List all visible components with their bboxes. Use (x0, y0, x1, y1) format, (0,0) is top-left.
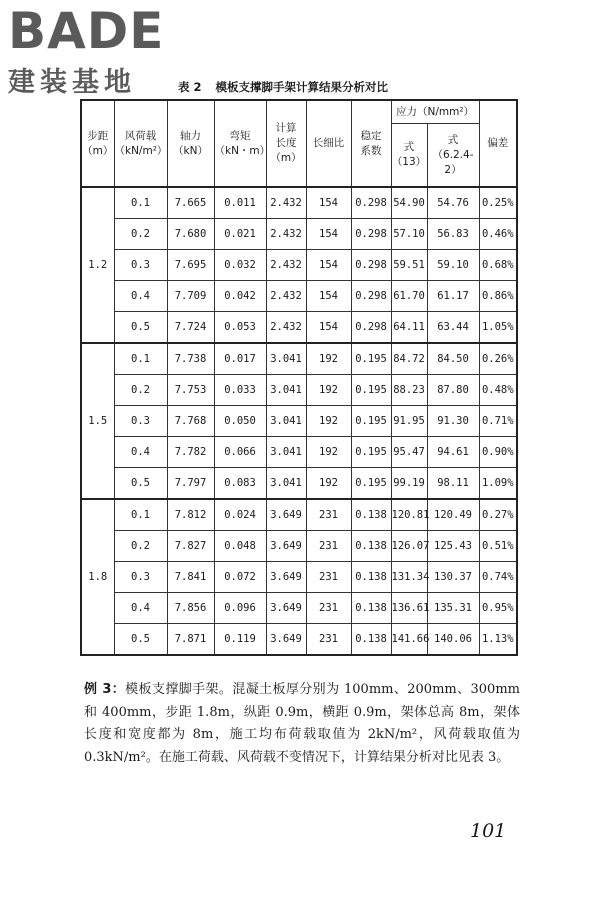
table-cell: 0.195 (351, 343, 391, 375)
table-cell: 99.19 (391, 468, 427, 500)
table-cell: 7.827 (167, 531, 214, 562)
table-cell: 0.072 (214, 562, 266, 593)
table-cell: 7.841 (167, 562, 214, 593)
table-cell: 154 (306, 312, 351, 344)
table-cell: 3.649 (266, 593, 306, 624)
table-cell: 126.07 (391, 531, 427, 562)
table-cell: 0.4 (114, 593, 167, 624)
table-cell: 61.70 (391, 281, 427, 312)
table-cell: 0.5 (114, 468, 167, 500)
table-cell: 0.048 (214, 531, 266, 562)
table-cell: 0.033 (214, 375, 266, 406)
table-row (81, 468, 517, 500)
table-cell: 3.041 (266, 468, 306, 500)
table-cell: 0.25% (479, 187, 517, 219)
header-slenderness: 长细比 (306, 100, 351, 187)
table-row (81, 531, 517, 562)
table-cell: 3.041 (266, 375, 306, 406)
table-cell: 7.768 (167, 406, 214, 437)
table-cell: 154 (306, 187, 351, 219)
table-cell: 0.27% (479, 499, 517, 531)
table-cell: 7.753 (167, 375, 214, 406)
table-cell: 140.06 (427, 624, 479, 656)
table-cell: 7.812 (167, 499, 214, 531)
table-cell: 231 (306, 593, 351, 624)
example-paragraph (84, 679, 520, 769)
table-cell: 0.95% (479, 593, 517, 624)
table-cell: 2.432 (266, 187, 306, 219)
table-cell: 59.10 (427, 250, 479, 281)
table-cell: 231 (306, 624, 351, 656)
table-cell: 0.86% (479, 281, 517, 312)
table-cell: 2.432 (266, 281, 306, 312)
table-row (81, 375, 517, 406)
table-cell: 87.80 (427, 375, 479, 406)
table-cell: 0.2 (114, 375, 167, 406)
table-cell: 64.11 (391, 312, 427, 344)
table-cell: 131.34 (391, 562, 427, 593)
table-title: 模板支撑脚手架计算结果分析对比 (215, 80, 389, 94)
table-row (81, 343, 517, 375)
table-cell: 0.298 (351, 250, 391, 281)
table-cell: 88.23 (391, 375, 427, 406)
table-cell: 0.011 (214, 187, 266, 219)
header-stability: 稳定 系数 (351, 100, 391, 187)
table-header (81, 100, 517, 187)
table-cell: 0.053 (214, 312, 266, 344)
table-cell: 154 (306, 219, 351, 250)
header-calc-length: 计算 长度 （m） (266, 100, 306, 187)
table-cell: 0.46% (479, 219, 517, 250)
table-cell: 0.51% (479, 531, 517, 562)
brand-logo (8, 2, 178, 98)
table-row (81, 593, 517, 624)
table-cell: 154 (306, 281, 351, 312)
table-cell: 59.51 (391, 250, 427, 281)
table-cell: 57.10 (391, 219, 427, 250)
table-cell: 0.195 (351, 437, 391, 468)
table-cell: 0.5 (114, 624, 167, 656)
table-cell: 136.61 (391, 593, 427, 624)
table-cell: 7.724 (167, 312, 214, 344)
table-cell: 0.138 (351, 531, 391, 562)
table-cell: 3.649 (266, 562, 306, 593)
table-cell: 0.138 (351, 499, 391, 531)
table-cell: 7.665 (167, 187, 214, 219)
table-cell: 0.298 (351, 219, 391, 250)
table-cell: 94.61 (427, 437, 479, 468)
table-cell: 63.44 (427, 312, 479, 344)
table-cell: 0.119 (214, 624, 266, 656)
table-cell: 192 (306, 406, 351, 437)
table-cell: 84.72 (391, 343, 427, 375)
table-cell: 0.138 (351, 562, 391, 593)
table-cell: 91.95 (391, 406, 427, 437)
table-cell: 0.017 (214, 343, 266, 375)
table-cell: 1.13% (479, 624, 517, 656)
table-cell: 0.1 (114, 499, 167, 531)
logo-subtitle: 建装基地 (8, 67, 136, 98)
table-cell: 0.083 (214, 468, 266, 500)
table-cell: 0.90% (479, 437, 517, 468)
table-cell: 120.81 (391, 499, 427, 531)
table-cell: 125.43 (427, 531, 479, 562)
table-cell: 0.5 (114, 312, 167, 344)
table-cell: 130.37 (427, 562, 479, 593)
table-cell: 0.024 (214, 499, 266, 531)
table-row (81, 437, 517, 468)
table-cell: 3.649 (266, 531, 306, 562)
table-row (81, 499, 517, 531)
table-cell: 0.298 (351, 281, 391, 312)
table-cell: 3.041 (266, 406, 306, 437)
header-stress-eq13: 式 （13） (391, 124, 427, 188)
table-row (81, 406, 517, 437)
table-cell: 54.76 (427, 187, 479, 219)
table-cell: 54.90 (391, 187, 427, 219)
table-cell: 0.195 (351, 406, 391, 437)
table-cell: 0.032 (214, 250, 266, 281)
table-row (81, 219, 517, 250)
table-cell: 120.49 (427, 499, 479, 531)
header-moment: 弯矩 （kN・m） (214, 100, 266, 187)
results-table (80, 99, 518, 656)
table-cell: 231 (306, 499, 351, 531)
header-stress: 应力（N/mm²） (391, 100, 479, 124)
table-cell: 231 (306, 562, 351, 593)
header-step: 步距 （m） (81, 100, 114, 187)
table-cell: 0.71% (479, 406, 517, 437)
table-row (81, 281, 517, 312)
table-row (81, 312, 517, 344)
table-cell: 56.83 (427, 219, 479, 250)
table-caption (178, 79, 388, 95)
table-cell: 0.2 (114, 531, 167, 562)
header-axial-force: 轴力 （kN） (167, 100, 214, 187)
table-cell: 0.3 (114, 562, 167, 593)
header-deviation: 偏差 (479, 100, 517, 187)
table-cell: 192 (306, 468, 351, 500)
table-cell: 3.041 (266, 343, 306, 375)
table-cell: 0.48% (479, 375, 517, 406)
table-cell: 0.138 (351, 593, 391, 624)
table-cell: 7.782 (167, 437, 214, 468)
table-cell: 192 (306, 343, 351, 375)
table-cell: 3.649 (266, 624, 306, 656)
table-cell: 0.050 (214, 406, 266, 437)
table-cell: 0.3 (114, 250, 167, 281)
table-cell: 192 (306, 437, 351, 468)
table-cell: 0.68% (479, 250, 517, 281)
table-cell: 95.47 (391, 437, 427, 468)
table-cell: 135.31 (427, 593, 479, 624)
table-cell: 1.09% (479, 468, 517, 500)
table-cell: 0.021 (214, 219, 266, 250)
table-body (81, 187, 517, 655)
example-text: 模板支撑脚手架。混凝土板厚分别为 100mm、200mm、300mm 和 400mm，步距 1.8m，纵距 0.9m，横距 0.9m，架体总高 8m，架体长度和宽度都为 8m，施工均布荷载取值为 2kN/m²，风荷载取值为 0.3kN/m²。在施工荷载、风荷载不变情况下，计算结果分析对比见表 3。 (84, 682, 520, 765)
table-cell: 7.856 (167, 593, 214, 624)
table-cell: 84.50 (427, 343, 479, 375)
table-cell: 3.649 (266, 499, 306, 531)
step-cell: 1.5 (81, 343, 114, 499)
step-cell: 1.8 (81, 499, 114, 655)
header-stress-eq624: 式 （6.2.4-2） (427, 124, 479, 188)
table-row (81, 250, 517, 281)
table-cell: 2.432 (266, 219, 306, 250)
table-cell: 0.4 (114, 281, 167, 312)
table-cell: 192 (306, 375, 351, 406)
table-cell: 7.695 (167, 250, 214, 281)
table-cell: 0.1 (114, 343, 167, 375)
table-cell: 0.1 (114, 187, 167, 219)
page-number: 101 (470, 820, 507, 842)
table-row (81, 562, 517, 593)
table-cell: 0.195 (351, 468, 391, 500)
table-cell: 0.74% (479, 562, 517, 593)
table-cell: 0.298 (351, 312, 391, 344)
table-cell: 7.680 (167, 219, 214, 250)
table-cell: 231 (306, 531, 351, 562)
table-cell: 0.138 (351, 624, 391, 656)
table-cell: 3.041 (266, 437, 306, 468)
table-cell: 0.066 (214, 437, 266, 468)
table-cell: 0.195 (351, 375, 391, 406)
step-cell: 1.2 (81, 187, 114, 343)
table-cell: 98.11 (427, 468, 479, 500)
example-lead: 例 3： (84, 682, 126, 697)
table-cell: 7.797 (167, 468, 214, 500)
table-cell: 0.3 (114, 406, 167, 437)
table-number: 表 2 (178, 80, 202, 94)
table-cell: 0.26% (479, 343, 517, 375)
header-wind-load: 风荷载 （kN/m²） (114, 100, 167, 187)
table-cell: 7.738 (167, 343, 214, 375)
table-row (81, 624, 517, 656)
table-cell: 7.709 (167, 281, 214, 312)
table-cell: 0.298 (351, 187, 391, 219)
table-cell: 0.096 (214, 593, 266, 624)
table-cell: 0.042 (214, 281, 266, 312)
table-cell: 1.05% (479, 312, 517, 344)
table-cell: 0.2 (114, 219, 167, 250)
table-cell: 2.432 (266, 250, 306, 281)
table-cell: 7.871 (167, 624, 214, 656)
table-cell: 91.30 (427, 406, 479, 437)
table-cell: 0.4 (114, 437, 167, 468)
table-cell: 141.66 (391, 624, 427, 656)
table-cell: 2.432 (266, 312, 306, 344)
logo-wordmark: BADE (8, 2, 165, 60)
table-row (81, 187, 517, 219)
table-cell: 61.17 (427, 281, 479, 312)
table-cell: 154 (306, 250, 351, 281)
